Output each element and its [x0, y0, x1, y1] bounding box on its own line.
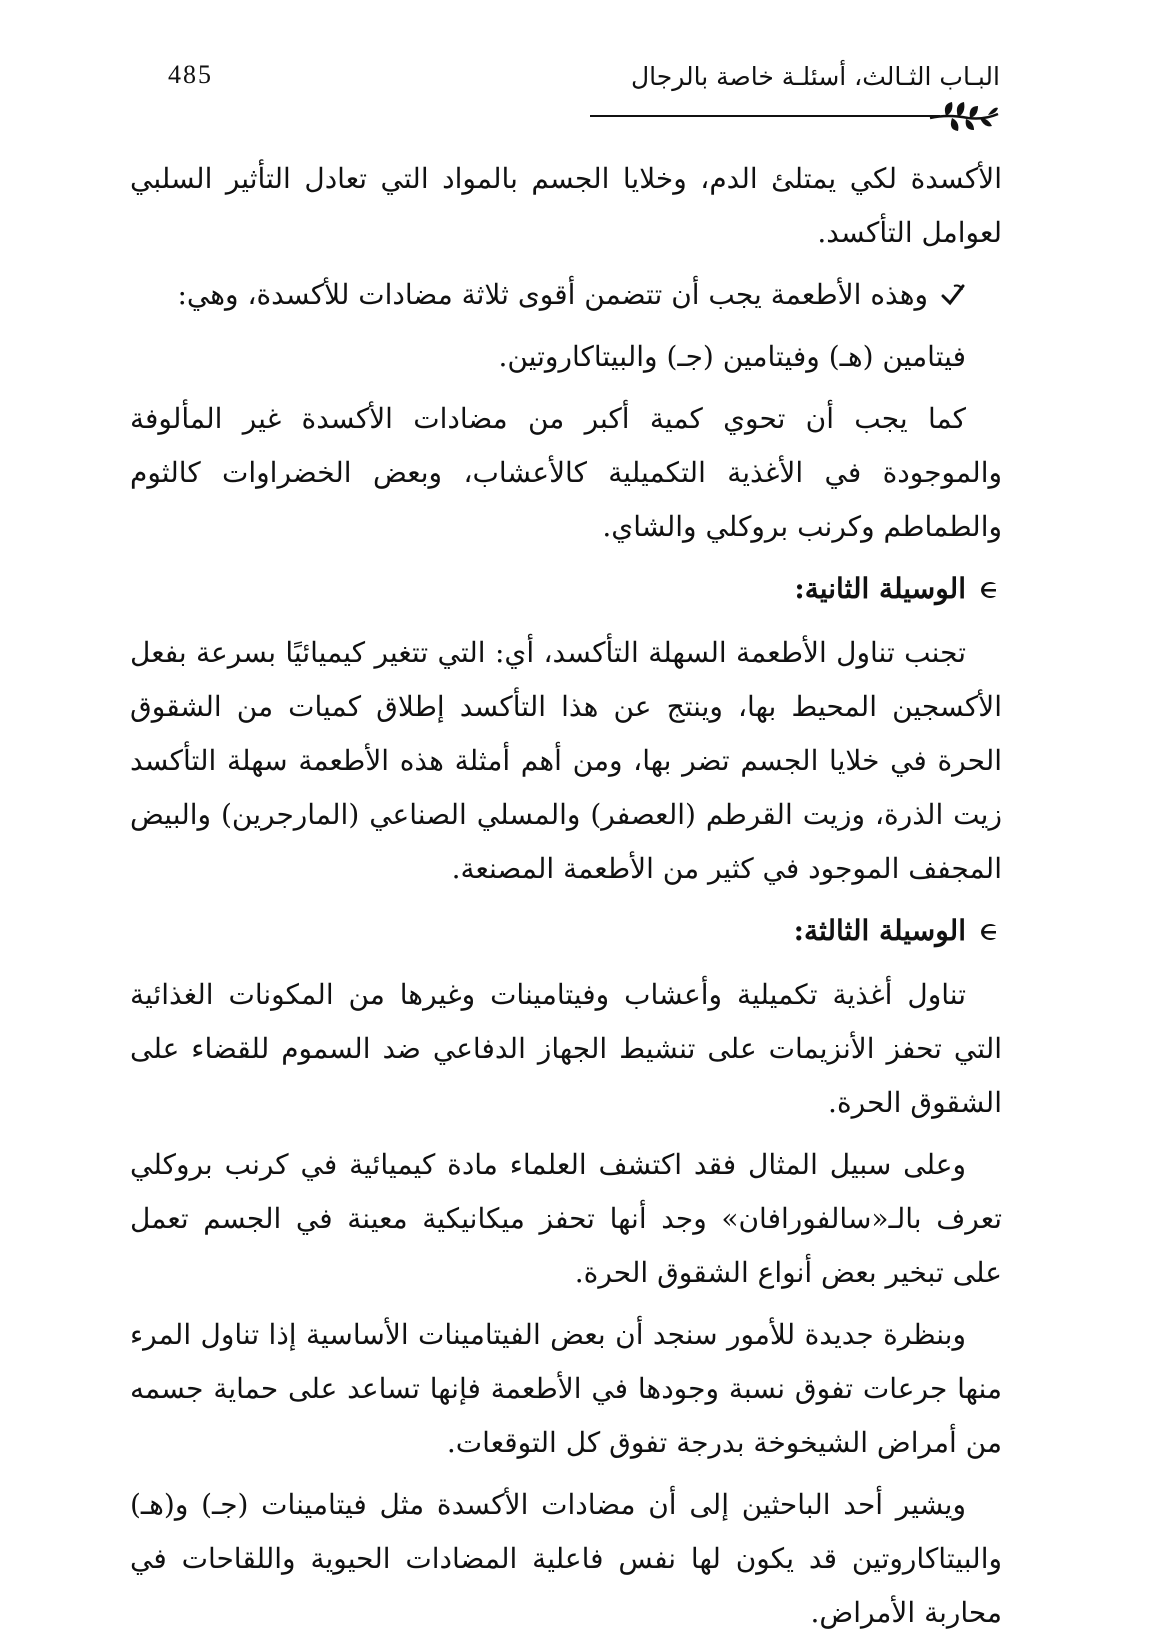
paragraph: وبنظرة جديدة للأمور سنجد أن بعض الفيتامينات الأساسية إذا تناول المرء منها جرعات تفوق نسبة وجودها في الأطعمة فإنها تساعد على حماية جسمه من أمراض الشيخوخة بدرجة تفوق كل التوقعات. [130, 1318, 1002, 1459]
tick-mark-icon [940, 282, 966, 308]
crescent-bullet-icon [976, 580, 1002, 600]
section-heading [130, 562, 1002, 616]
section-heading-text: الوسيلة الثالثة: [793, 914, 966, 947]
header-rule [590, 115, 940, 117]
paragraph: الأكسدة لكي يمتلئ الدم، وخلايا الجسم بالمواد التي تعادل التأثير السلبي لعوامل التأكسد. [130, 162, 1002, 249]
section-heading-text: الوسيلة الثانية: [794, 572, 966, 605]
paragraph: كما يجب أن تحوي كمية أكبر من مضادات الأكسدة غير المألوفة والموجودة في الأغذية التكميلية كالأعشاب، وبعض الخضراوات كالثوم والطماطم وكرنب بروكلي والشاي. [130, 402, 1002, 543]
paragraph-text: وهذه الأطعمة يجب أن تتضمن أقوى ثلاثة مضادات للأكسدة، وهي: [177, 278, 928, 311]
paragraph: وعلى سبيل المثال فقد اكتشف العلماء مادة كيميائية في كرنب بروكلي تعرف بالـ«سالفورافان» وجد أنها تحفز ميكانيكية معينة في الجسم تعمل على تبخير بعض أنواع الشقوق الحرة. [130, 1148, 1002, 1289]
page-header [150, 60, 1000, 140]
page-number: 485 [168, 60, 213, 89]
leaf-ornament-icon [928, 98, 1000, 134]
page-body [130, 152, 1002, 1648]
paragraph: ويشير أحد الباحثين إلى أن مضادات الأكسدة مثل فيتامينات (جـ) و(هـ) والبيتاكاروتين قد يكون لها نفس فاعلية المضادات الحيوية واللقاحات في محاربة الأمراض. [130, 1488, 1002, 1629]
paragraph: فيتامين (هـ) وفيتامين (جـ) والبيتاكاروتين. [498, 340, 966, 373]
section-heading [130, 904, 1002, 958]
crescent-bullet-icon [976, 922, 1002, 942]
running-head: البـاب الثـالث، أسئلـة خاصة بالرجال [630, 62, 1000, 91]
paragraph: تناول أغذية تكميلية وأعشاب وفيتامينات وغيرها من المكونات الغذائية التي تحفز الأنزيمات على تنشيط الجهاز الدفاعي ضد السموم للقضاء على الشقوق الحرة. [130, 978, 1002, 1119]
paragraph: تجنب تناول الأطعمة السهلة التأكسد، أي: التي تتغير كيميائيًا بسرعة بفعل الأكسجين المحيط بها، وينتج عن هذا التأكسد إطلاق كميات من الشقوق الحرة في خلايا الجسم تضر بها، ومن أهم أمثلة هذه الأطعمة سهلة التأكسد زيت الذرة، وزيت القرطم (العصفر) والمسلي الصناعي (المارجرين) والبيض المجفف الموجود في كثير من الأطعمة المصنعة. [130, 636, 1003, 885]
paragraph-intro [130, 268, 1002, 322]
